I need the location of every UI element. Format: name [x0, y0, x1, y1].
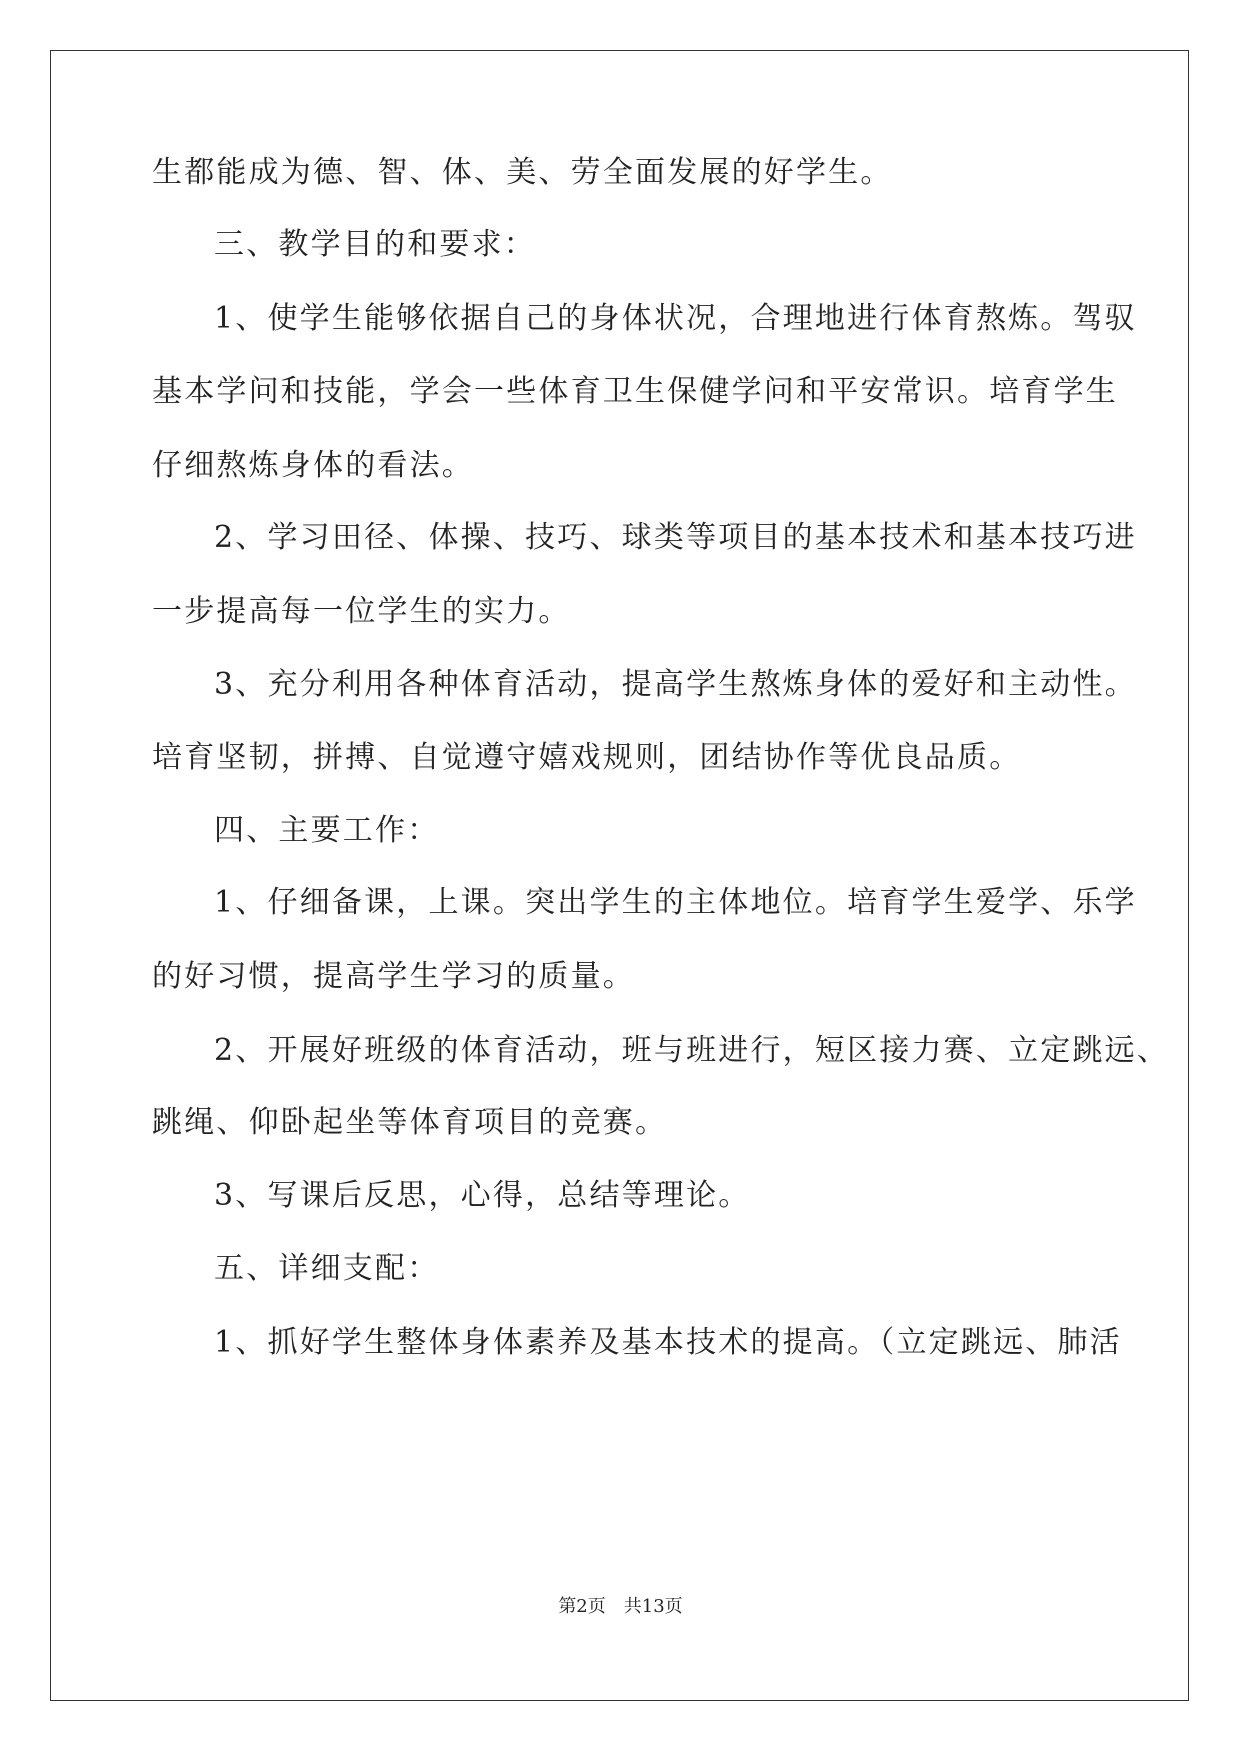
text-line: 仔细熬炼身体的看法。	[152, 448, 474, 483]
text-line: 2、学习田径、体操、技巧、球类等项目的基本技术和基本技巧进	[214, 520, 1137, 555]
page-number: 第2页	[558, 1596, 606, 1617]
text-line: 跳绳、仰卧起坐等体育项目的竞赛。	[152, 1105, 668, 1140]
text-line: 1、抓好学生整体身体素养及基本技术的提高。（立定跳远、肺活	[214, 1325, 1122, 1360]
page-footer	[0, 1598, 1241, 1616]
text-line: 1、仔细备课，上课。突出学生的主体地位。培育学生爱学、乐学	[214, 885, 1137, 920]
text-line: 的好习惯，提高学生学习的质量。	[152, 959, 635, 994]
section-heading: 五、详细支配：	[214, 1251, 440, 1286]
text-line: 1、使学生能够依据自己的身体状况，合理地进行体育熬炼。驾驭	[214, 301, 1137, 336]
text-line: 生都能成为德、智、体、美、劳全面发展的好学生。	[152, 155, 893, 190]
text-line: 3、充分利用各种体育活动，提高学生熬炼身体的爱好和主动性。	[214, 667, 1137, 702]
page-total: 共13页	[623, 1596, 683, 1617]
text-line: 2、开展好班级的体育活动，班与班进行，短区接力赛、立定跳远、	[214, 1033, 1170, 1068]
page-border	[50, 50, 1189, 1701]
text-line: 3、写课后反思，心得，总结等理论。	[214, 1178, 751, 1213]
section-heading: 三、教学目的和要求：	[214, 227, 536, 262]
text-line: 基本学问和技能，学会一些体育卫生保健学问和平安常识。培育学生	[152, 374, 1118, 409]
section-heading: 四、主要工作：	[214, 813, 440, 848]
text-line: 培育坚韧，拼搏、自觉遵守嬉戏规则，团结协作等优良品质。	[152, 740, 1022, 775]
text-line: 一步提高每一位学生的实力。	[152, 594, 571, 629]
